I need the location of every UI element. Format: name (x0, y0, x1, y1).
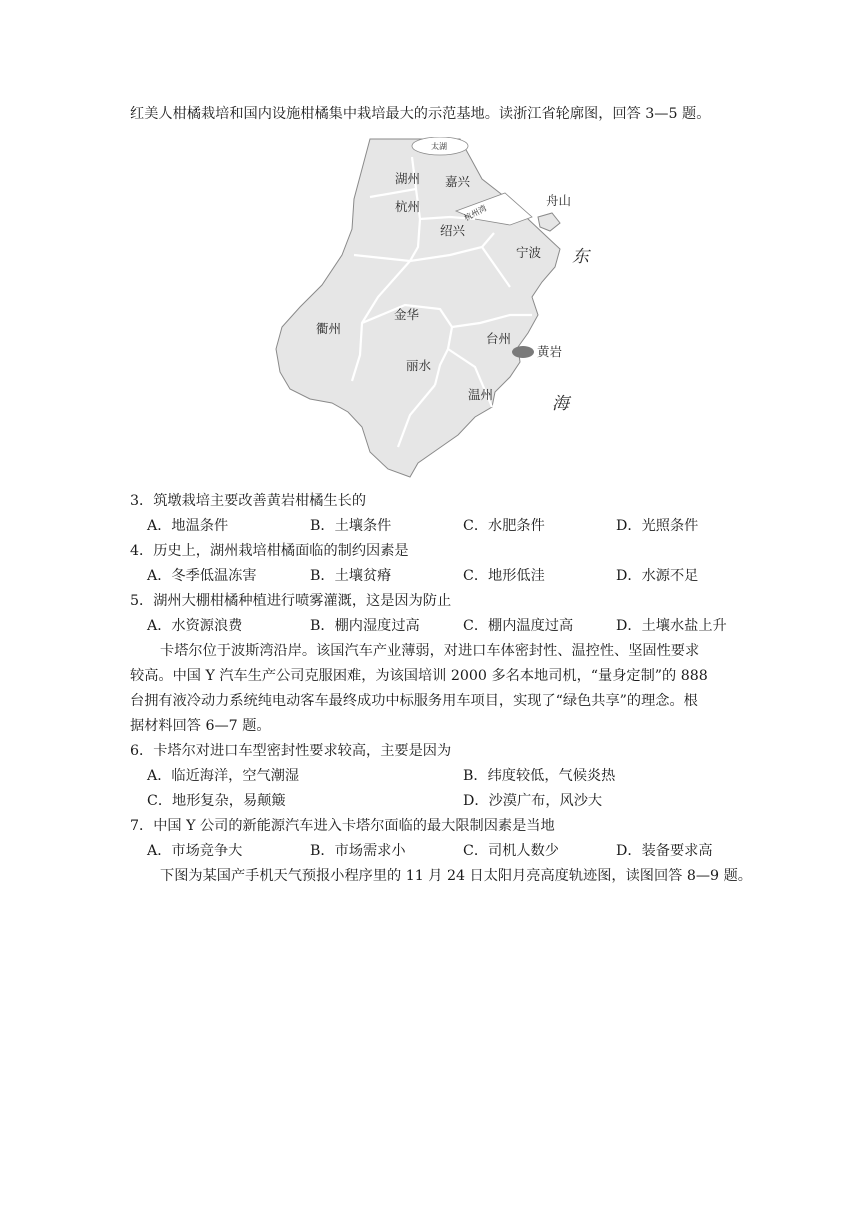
question-7-option-d: D．装备要求高 (616, 843, 713, 859)
passage-line-3: 台拥有液冷动力系统纯电动客车最终成功中标服务用车项目，实现了“绿色共享”的理念。根 (130, 693, 698, 709)
huangyan-marker (512, 346, 534, 358)
question-3-option-b: B．土壤条件 (310, 518, 392, 534)
question-7-option-b: B．市场需求小 (310, 843, 406, 859)
passage-line-1: 卡塔尔位于波斯湾沿岸。该国汽车产业薄弱，对进口车体密封性、温控性、坚固性要求 (160, 643, 700, 659)
question-4-option-d: D．水源不足 (616, 568, 699, 584)
zhoushan-islands (538, 213, 560, 231)
question-3-stem: 3．筑墩栽培主要改善黄岩柑橘生长的 (130, 493, 367, 509)
question-6-stem: 6．卡塔尔对进口车型密封性要求较高，主要是因为 (130, 743, 452, 759)
question-6-option-c: C．地形复杂，易颠簸 (147, 793, 286, 809)
question-6-option-b: B．纬度较低，气候炎热 (463, 768, 616, 784)
question-4-option-c: C．地形低洼 (463, 568, 545, 584)
question-7-stem: 7．中国 Y 公司的新能源汽车进入卡塔尔面临的最大限制因素是当地 (130, 818, 555, 834)
label-huzhou: 湖州 (395, 171, 421, 186)
label-dong: 东 (572, 247, 589, 267)
label-jinhua: 金华 (394, 307, 420, 322)
final-line: 下图为某国产手机天气预报小程序里的 11 月 24 日太阳月亮高度轨迹图，读图回答 8—9 题。 (160, 868, 752, 884)
question-5-option-a: A．水资源浪费 (147, 618, 243, 634)
label-quzhou: 衢州 (316, 321, 342, 336)
question-7-option-a: A．市场竞争大 (147, 843, 243, 859)
question-4-option-b: B．土壤贫瘠 (310, 568, 392, 584)
passage-line-4: 据材料回答 6—7 题。 (130, 718, 271, 734)
label-huangyan: 黄岩 (537, 344, 563, 359)
question-5-option-c: C．棚内温度过高 (463, 618, 574, 634)
label-hangzhou: 杭州 (395, 199, 421, 214)
question-5-option-d: D．土壤水盐上升 (616, 618, 727, 634)
label-zhoushan: 舟山 (546, 193, 572, 208)
passage-line-2: 较高。中国 Y 汽车生产公司克服困难，为该国培训 2000 多名本地司机，“量身定制”的 888 (130, 668, 708, 684)
label-shaoxing: 绍兴 (440, 223, 466, 238)
question-6-option-a: A．临近海洋，空气潮湿 (147, 768, 300, 784)
intro-line: 红美人柑橘栽培和国内设施柑橘集中栽培最大的示范基地。读浙江省轮廓图，回答 3—5 题。 (130, 106, 711, 122)
question-4-option-a: A．冬季低温冻害 (147, 568, 257, 584)
question-6-option-d: D．沙漠广布，风沙大 (463, 793, 603, 809)
question-7-option-c: C．司机人数少 (463, 843, 559, 859)
label-taizhou: 台州 (486, 331, 512, 346)
label-hangzhouwan: 杭州湾 (462, 203, 489, 223)
question-5-option-b: B．棚内湿度过高 (310, 618, 420, 634)
question-5-stem: 5．湖州大棚柑橘种植进行喷雾灌溉，这是因为防止 (130, 593, 452, 609)
label-ningbo: 宁波 (516, 245, 542, 260)
label-taihu: 太湖 (431, 142, 447, 151)
label-lishui: 丽水 (406, 358, 432, 373)
label-hai: 海 (552, 394, 569, 414)
question-3-option-a: A．地温条件 (147, 518, 229, 534)
question-4-stem: 4．历史上，湖州栽培柑橘面临的制约因素是 (130, 543, 409, 559)
label-wenzhou: 温州 (468, 387, 494, 402)
zhejiang-outline-map (270, 137, 610, 482)
question-3-option-c: C．水肥条件 (463, 518, 545, 534)
label-jiaxing: 嘉兴 (445, 174, 471, 189)
question-3-option-d: D．光照条件 (616, 518, 699, 534)
